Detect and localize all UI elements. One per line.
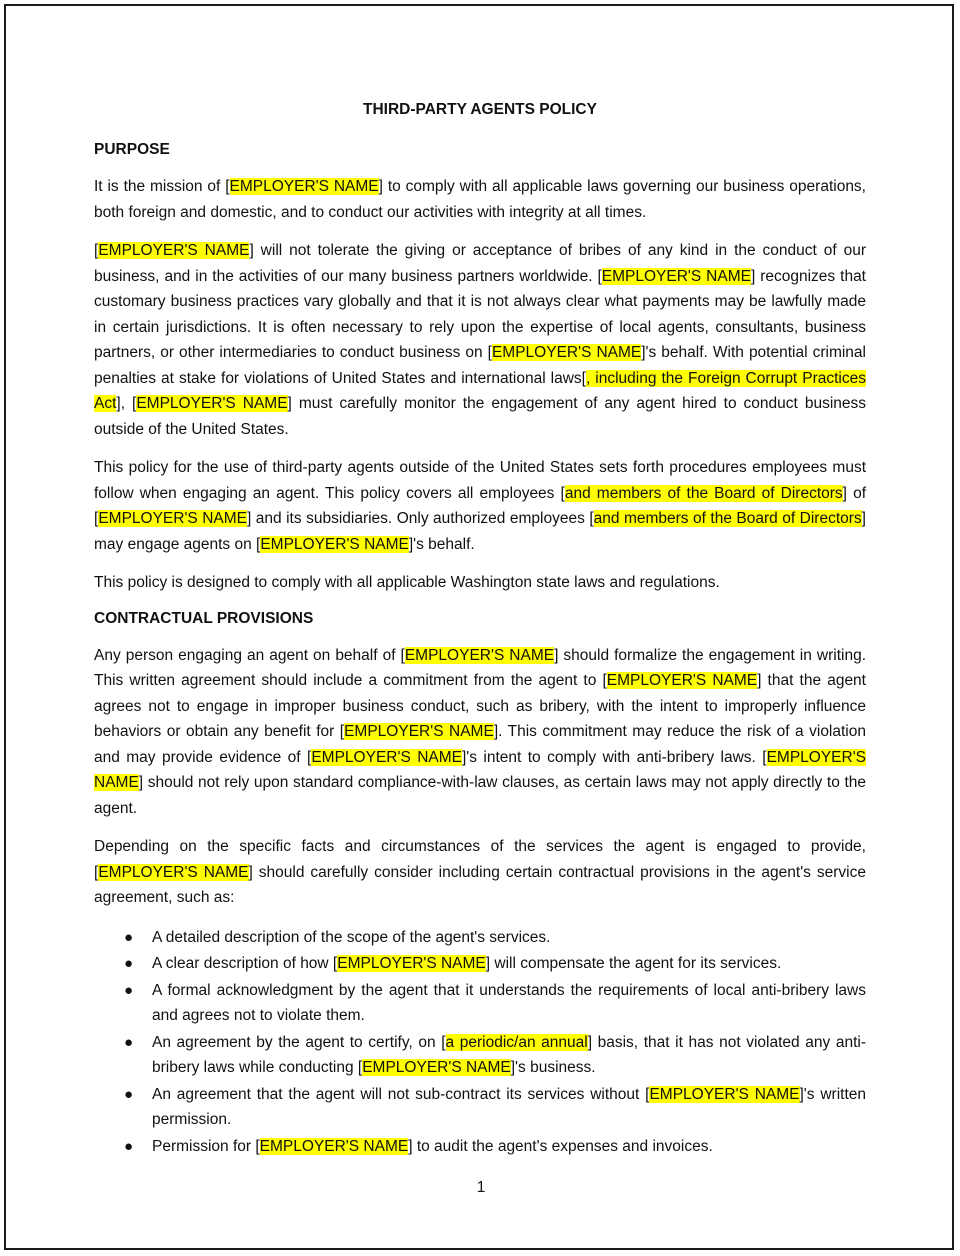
text-run: An agreement by the agent to certify, on [ (152, 1033, 446, 1051)
paragraph (94, 238, 866, 442)
list-item (94, 978, 866, 1029)
text-run: An agreement that the agent will not sub-contract its services without [ (152, 1085, 650, 1103)
placeholder-highlight: EMPLOYER'S NAME (98, 863, 249, 881)
placeholder-highlight: a periodic/an annual (445, 1033, 588, 1051)
placeholder-highlight: EMPLOYER'S NAME (94, 748, 866, 791)
document-title: THIRD-PARTY AGENTS POLICY (363, 101, 597, 118)
placeholder-highlight: EMPLOYER'S NAME (362, 1059, 511, 1076)
text-run: ]'s behalf. (408, 535, 475, 553)
text-run: Depending on the specific facts and circumstances of the services the agent is engaged to provide, [ (94, 838, 866, 881)
text-run: [ (225, 178, 230, 195)
text-run: Any person engaging an agent on behalf of [ (94, 646, 405, 664)
list-item-text (152, 955, 781, 972)
placeholder-highlight: , including the Foreign Corrupt Practices Act (94, 369, 866, 412)
text-run: ] that the agent agrees not to engage in improper business conduct, such as bribery, with the intent to improperly influence behaviors or obtain any benefit for [ (94, 672, 866, 740)
text-run: ] must carefully monitor the engagement of any agent hired to conduct business outside of the United States. (94, 395, 867, 438)
placeholder-highlight: EMPLOYER'S NAME (649, 1085, 800, 1103)
document-body (94, 100, 866, 1160)
bullet-icon: ● (124, 1137, 134, 1155)
text-run: ]. This commitment may reduce the risk of a violation and may provide evidence of [ (94, 723, 866, 766)
paragraph (94, 643, 866, 822)
text-run: ] should carefully consider including certain contractual provisions in the agent's service agreement, such as: (94, 863, 866, 906)
text-run: ]'s written permission. (152, 1085, 866, 1128)
placeholder-highlight: EMPLOYER'S NAME (98, 510, 247, 527)
text-run: This policy is designed to comply with all applicable Washington state laws and regulations. (94, 574, 720, 591)
paragraph (94, 455, 866, 557)
provisions-list (94, 925, 866, 1160)
bullet-icon: ● (124, 1085, 134, 1103)
text-run: ] should not rely upon standard compliance-with-law clauses, as certain laws may not apply directly to the agent. (94, 774, 866, 817)
document-page (4, 4, 954, 1250)
text-run: ] may engage agents on [ (94, 510, 866, 553)
text-run: It is the mission of (94, 178, 226, 195)
text-run: ] of [ (94, 484, 867, 527)
list-item-text (152, 1034, 866, 1077)
text-run: [ (94, 242, 99, 259)
paragraph (94, 570, 866, 596)
placeholder-highlight: EMPLOYER'S NAME (259, 1137, 409, 1155)
text-run: A formal acknowledgment by the agent that it understands the requirements of local anti-bribery laws and agrees not to violate them. (152, 981, 866, 1024)
text-run: ] basis, that it has not violated any anti-bribery laws while conducting [ (152, 1033, 867, 1076)
text-run: ] recognizes that customary business practices vary globally and that it is not always clear what payments may be lawfully made in certain jurisdictions. It is often necessary to rely upon the expertise of local agents, consultants, business partners, or other intermediaries to conduct business on [ (94, 267, 866, 361)
text-run: ]'s business. (510, 1059, 596, 1076)
text-run: ] should formalize the engagement in writing. This written agreement should include a commitment from the agent to [ (94, 646, 866, 689)
placeholder-highlight: and members of the Board of Directors (564, 484, 843, 502)
text-run: ], [ (116, 395, 137, 412)
text-run: ] to audit the agent's expenses and invoices. (408, 1137, 713, 1155)
list-item (94, 1030, 866, 1081)
list-item-text (152, 1138, 713, 1155)
list-item-text (152, 982, 866, 1025)
bullet-icon: ● (124, 928, 134, 946)
text-run: Permission for [ (152, 1137, 260, 1155)
bullet-icon: ● (124, 1033, 134, 1051)
section-heading-purpose: PURPOSE (94, 141, 170, 158)
text-run: A clear description of how [ (152, 955, 338, 972)
placeholder-highlight: EMPLOYER'S NAME (136, 395, 288, 412)
placeholder-highlight: EMPLOYER'S NAME (229, 178, 379, 195)
list-item (94, 1082, 866, 1133)
paragraph (94, 834, 866, 911)
placeholder-highlight: EMPLOYER'S NAME (344, 723, 494, 740)
text-run: ] and its subsidiaries. Only authorized employees [ (247, 510, 594, 527)
paragraph (94, 174, 866, 225)
list-item (94, 925, 866, 951)
text-run: A detailed description of the scope of the agent's services. (152, 928, 551, 946)
placeholder-highlight: EMPLOYER'S NAME (337, 955, 486, 972)
section-heading-contractual-provisions: CONTRACTUAL PROVISIONS (94, 609, 314, 627)
placeholder-highlight: EMPLOYER'S NAME (606, 672, 758, 689)
bullet-icon: ● (124, 981, 134, 999)
text-run: This policy for the use of third-party agents outside of the United States sets forth procedures employees must follow when engaging an agent. This policy covers all employees [ (94, 459, 866, 502)
placeholder-highlight: EMPLOYER'S NAME (601, 267, 751, 285)
placeholder-highlight: EMPLOYER'S NAME (491, 344, 642, 361)
text-run: ]'s intent to comply with anti-bribery laws. [ (461, 748, 767, 766)
bullet-icon: ● (124, 955, 134, 972)
placeholder-highlight: EMPLOYER'S NAME (311, 748, 462, 766)
list-item (94, 1134, 866, 1160)
text-run: ] will not tolerate the giving or acceptance of bribes of any kind in the conduct of our business, and in the activities of our many business partners worldwide. [ (94, 242, 866, 285)
page-number: 1 (476, 1179, 486, 1196)
text-run: ] to comply with all applicable laws governing our business operations, both foreign and domestic, and to conduct our activities with integrity at all times. (94, 178, 866, 221)
placeholder-highlight: and members of the Board of Directors (593, 510, 862, 527)
list-item-text (152, 929, 550, 946)
list-item-text (152, 1086, 866, 1129)
placeholder-highlight: EMPLOYER'S NAME (260, 535, 409, 553)
text-run: ] will compensate the agent for its services. (485, 955, 782, 972)
text-run: ]'s behalf. With potential criminal penalties at stake for violations of United States and international laws[ (94, 344, 866, 387)
list-item (94, 951, 866, 977)
placeholder-highlight: EMPLOYER'S NAME (98, 242, 250, 259)
placeholder-highlight: EMPLOYER'S NAME (404, 646, 555, 664)
